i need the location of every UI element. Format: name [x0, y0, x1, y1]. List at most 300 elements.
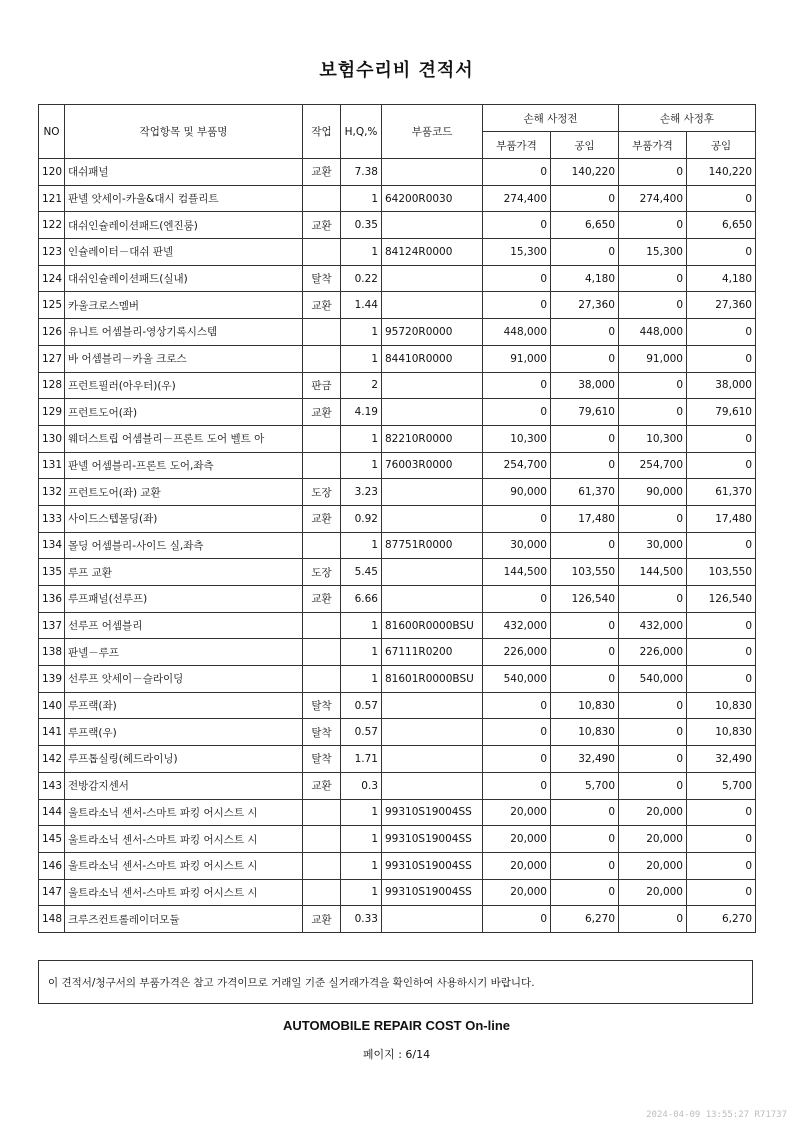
cell-work	[303, 639, 341, 666]
cell-no: 133	[39, 505, 65, 532]
timestamp: 2024-04-09 13:55:27 R71737	[646, 1110, 787, 1120]
cell-work	[303, 799, 341, 826]
cell-before-labor: 0	[551, 826, 619, 853]
cell-part-code: 82210R0000	[382, 425, 483, 452]
header-after-part-price: 부품가격	[619, 132, 687, 159]
cell-no: 148	[39, 906, 65, 933]
table-row	[39, 666, 756, 693]
table-row	[39, 372, 756, 399]
cell-hq: 1	[341, 185, 382, 212]
cell-item-name: 대쉬패널	[65, 159, 303, 186]
cell-before-labor: 140,220	[551, 159, 619, 186]
cell-before-labor: 27,360	[551, 292, 619, 319]
cell-before-labor: 61,370	[551, 479, 619, 506]
cell-after-labor: 6,270	[687, 906, 756, 933]
cell-item-name: 바 어셈블리－카울 크로스	[65, 345, 303, 372]
cell-no: 135	[39, 559, 65, 586]
cell-hq: 3.23	[341, 479, 382, 506]
cell-part-code	[382, 719, 483, 746]
cell-item-name: 대쉬인슐레이션패드(엔진룸)	[65, 212, 303, 239]
cell-before-part-price: 226,000	[483, 639, 551, 666]
cell-after-labor: 0	[687, 425, 756, 452]
cell-part-code	[382, 906, 483, 933]
table-row	[39, 292, 756, 319]
cell-after-part-price: 20,000	[619, 799, 687, 826]
cell-before-labor: 0	[551, 639, 619, 666]
cell-no: 146	[39, 852, 65, 879]
cell-no: 140	[39, 692, 65, 719]
cell-no: 142	[39, 746, 65, 773]
cell-work	[303, 185, 341, 212]
cell-work	[303, 425, 341, 452]
cell-before-labor: 0	[551, 425, 619, 452]
cell-after-labor: 0	[687, 826, 756, 853]
cell-no: 124	[39, 265, 65, 292]
cell-before-part-price: 254,700	[483, 452, 551, 479]
cell-before-labor: 0	[551, 799, 619, 826]
cell-hq: 1	[341, 852, 382, 879]
cell-part-code: 81601R0000BSU	[382, 666, 483, 693]
cell-hq: 1	[341, 639, 382, 666]
cell-no: 145	[39, 826, 65, 853]
cell-part-code	[382, 159, 483, 186]
cell-part-code	[382, 292, 483, 319]
cell-before-part-price: 540,000	[483, 666, 551, 693]
cell-before-part-price: 0	[483, 399, 551, 426]
cell-work: 교환	[303, 399, 341, 426]
cell-part-code: 81600R0000BSU	[382, 612, 483, 639]
cell-before-part-price: 274,400	[483, 185, 551, 212]
cell-after-part-price: 0	[619, 692, 687, 719]
notice-text: 이 견적서/청구서의 부품가격은 참고 가격이므로 거래일 기준 실거래가격을 확인하여 사용하시기 바랍니다.	[48, 977, 535, 989]
cell-no: 132	[39, 479, 65, 506]
cell-hq: 6.66	[341, 586, 382, 613]
cell-after-part-price: 144,500	[619, 559, 687, 586]
cell-after-part-price: 0	[619, 586, 687, 613]
cell-after-labor: 61,370	[687, 479, 756, 506]
cell-no: 128	[39, 372, 65, 399]
cell-before-part-price: 30,000	[483, 532, 551, 559]
cell-part-code	[382, 372, 483, 399]
cell-before-labor: 10,830	[551, 692, 619, 719]
table-row	[39, 746, 756, 773]
cell-hq: 1	[341, 826, 382, 853]
cell-before-part-price: 0	[483, 212, 551, 239]
table-row	[39, 559, 756, 586]
cell-part-code	[382, 212, 483, 239]
cell-before-labor: 0	[551, 345, 619, 372]
cell-hq: 7.38	[341, 159, 382, 186]
cell-work	[303, 239, 341, 266]
cell-hq: 0.57	[341, 692, 382, 719]
cell-after-part-price: 20,000	[619, 852, 687, 879]
cell-before-part-price: 0	[483, 292, 551, 319]
cell-hq: 4.19	[341, 399, 382, 426]
cell-part-code	[382, 479, 483, 506]
cell-work	[303, 612, 341, 639]
cell-after-part-price: 0	[619, 372, 687, 399]
cell-item-name: 울트라소닉 센서-스마트 파킹 어시스트 시	[65, 879, 303, 906]
cell-before-labor: 0	[551, 852, 619, 879]
cell-work: 판금	[303, 372, 341, 399]
cell-before-labor: 0	[551, 612, 619, 639]
cell-part-code: 99310S19004SS	[382, 799, 483, 826]
cell-part-code	[382, 399, 483, 426]
cell-before-part-price: 20,000	[483, 799, 551, 826]
cell-hq: 1.71	[341, 746, 382, 773]
cell-after-labor: 0	[687, 532, 756, 559]
cell-after-part-price: 0	[619, 746, 687, 773]
cell-after-part-price: 91,000	[619, 345, 687, 372]
cell-item-name: 프런트도어(좌)	[65, 399, 303, 426]
cell-item-name: 울트라소닉 센서-스마트 파킹 어시스트 시	[65, 852, 303, 879]
cell-after-labor: 79,610	[687, 399, 756, 426]
cell-work: 교환	[303, 505, 341, 532]
cell-no: 134	[39, 532, 65, 559]
cell-part-code	[382, 505, 483, 532]
cell-item-name: 선루프 어셈블리	[65, 612, 303, 639]
cell-part-code: 99310S19004SS	[382, 852, 483, 879]
table-row	[39, 772, 756, 799]
cell-after-part-price: 10,300	[619, 425, 687, 452]
estimate-table	[38, 104, 756, 933]
cell-before-labor: 0	[551, 319, 619, 346]
cell-after-part-price: 0	[619, 505, 687, 532]
cell-item-name: 판넬 앗세이-카울&대시 컴플리트	[65, 185, 303, 212]
cell-after-part-price: 90,000	[619, 479, 687, 506]
cell-work: 탈착	[303, 719, 341, 746]
table-row	[39, 906, 756, 933]
cell-after-labor: 0	[687, 452, 756, 479]
cell-part-code	[382, 586, 483, 613]
cell-after-labor: 0	[687, 345, 756, 372]
cell-item-name: 루프톱실링(헤드라이닝)	[65, 746, 303, 773]
table-row	[39, 719, 756, 746]
cell-item-name: 루프 교환	[65, 559, 303, 586]
cell-hq: 2	[341, 372, 382, 399]
cell-after-labor: 103,550	[687, 559, 756, 586]
cell-work	[303, 345, 341, 372]
cell-after-labor: 6,650	[687, 212, 756, 239]
cell-part-code: 76003R0000	[382, 452, 483, 479]
cell-before-labor: 126,540	[551, 586, 619, 613]
cell-before-labor: 17,480	[551, 505, 619, 532]
cell-no: 136	[39, 586, 65, 613]
cell-after-labor: 0	[687, 639, 756, 666]
cell-part-code	[382, 746, 483, 773]
table-row	[39, 639, 756, 666]
cell-after-part-price: 30,000	[619, 532, 687, 559]
cell-work: 교환	[303, 159, 341, 186]
cell-item-name: 루프랙(우)	[65, 719, 303, 746]
cell-hq: 1	[341, 425, 382, 452]
header-after-labor: 공임	[687, 132, 756, 159]
cell-part-code: 67111R0200	[382, 639, 483, 666]
cell-before-part-price: 0	[483, 586, 551, 613]
cell-after-part-price: 0	[619, 719, 687, 746]
cell-no: 127	[39, 345, 65, 372]
cell-before-part-price: 0	[483, 692, 551, 719]
cell-after-part-price: 0	[619, 906, 687, 933]
cell-after-labor: 0	[687, 879, 756, 906]
notice-box	[38, 960, 753, 1004]
cell-before-part-price: 20,000	[483, 879, 551, 906]
cell-before-part-price: 15,300	[483, 239, 551, 266]
cell-after-labor: 17,480	[687, 505, 756, 532]
cell-work: 탈착	[303, 265, 341, 292]
cell-work	[303, 826, 341, 853]
cell-item-name: 카울크로스멤버	[65, 292, 303, 319]
cell-no: 120	[39, 159, 65, 186]
cell-before-labor: 0	[551, 239, 619, 266]
cell-no: 129	[39, 399, 65, 426]
cell-no: 123	[39, 239, 65, 266]
cell-after-part-price: 0	[619, 772, 687, 799]
cell-hq: 1	[341, 319, 382, 346]
cell-work: 도장	[303, 559, 341, 586]
table-row	[39, 185, 756, 212]
table-row	[39, 212, 756, 239]
cell-before-labor: 79,610	[551, 399, 619, 426]
table-row	[39, 692, 756, 719]
cell-item-name: 프런트필러(아우터)(우)	[65, 372, 303, 399]
header-no: NO	[39, 105, 65, 159]
cell-item-name: 울트라소닉 센서-스마트 파킹 어시스트 시	[65, 799, 303, 826]
cell-before-labor: 4,180	[551, 265, 619, 292]
header-item: 작업항목 및 부품명	[65, 105, 303, 159]
cell-part-code	[382, 559, 483, 586]
cell-part-code: 95720R0000	[382, 319, 483, 346]
table-row	[39, 799, 756, 826]
cell-before-labor: 6,270	[551, 906, 619, 933]
cell-part-code: 84410R0000	[382, 345, 483, 372]
cell-before-part-price: 0	[483, 505, 551, 532]
cell-before-labor: 32,490	[551, 746, 619, 773]
table-row	[39, 879, 756, 906]
cell-item-name: 크루즈컨트롤레이더모듈	[65, 906, 303, 933]
page-number: 페이지 : 6/14	[362, 1048, 431, 1061]
cell-after-labor: 5,700	[687, 772, 756, 799]
cell-item-name: 사이드스텝몰딩(좌)	[65, 505, 303, 532]
cell-no: 131	[39, 452, 65, 479]
table-row	[39, 586, 756, 613]
cell-after-part-price: 20,000	[619, 879, 687, 906]
cell-after-labor: 0	[687, 239, 756, 266]
cell-work: 탈착	[303, 746, 341, 773]
cell-after-labor: 38,000	[687, 372, 756, 399]
cell-after-part-price: 448,000	[619, 319, 687, 346]
cell-before-part-price: 0	[483, 372, 551, 399]
cell-after-part-price: 226,000	[619, 639, 687, 666]
cell-no: 147	[39, 879, 65, 906]
cell-hq: 1	[341, 239, 382, 266]
cell-after-labor: 0	[687, 852, 756, 879]
cell-hq: 1	[341, 452, 382, 479]
cell-before-part-price: 144,500	[483, 559, 551, 586]
cell-work	[303, 852, 341, 879]
cell-no: 126	[39, 319, 65, 346]
cell-after-labor: 0	[687, 612, 756, 639]
table-row	[39, 399, 756, 426]
cell-hq: 5.45	[341, 559, 382, 586]
cell-work: 교환	[303, 212, 341, 239]
table-row	[39, 612, 756, 639]
cell-before-part-price: 0	[483, 265, 551, 292]
cell-before-part-price: 91,000	[483, 345, 551, 372]
cell-work: 교환	[303, 906, 341, 933]
cell-work	[303, 666, 341, 693]
cell-no: 121	[39, 185, 65, 212]
cell-work	[303, 879, 341, 906]
cell-no: 138	[39, 639, 65, 666]
cell-item-name: 루프랙(좌)	[65, 692, 303, 719]
table-row	[39, 505, 756, 532]
cell-before-part-price: 10,300	[483, 425, 551, 452]
table-row	[39, 265, 756, 292]
cell-hq: 1	[341, 345, 382, 372]
cell-item-name: 판넬 어셈블리-프론트 도어,좌측	[65, 452, 303, 479]
cell-hq: 0.92	[341, 505, 382, 532]
cell-before-part-price: 0	[483, 719, 551, 746]
header-before-assessment: 손해 사정전	[483, 105, 619, 132]
cell-before-part-price: 20,000	[483, 826, 551, 853]
header-hq: H,Q,%	[341, 105, 382, 159]
cell-work	[303, 319, 341, 346]
cell-item-name: 인슐레이터－대쉬 판넬	[65, 239, 303, 266]
table-row	[39, 532, 756, 559]
cell-after-part-price: 540,000	[619, 666, 687, 693]
cell-before-part-price: 0	[483, 746, 551, 773]
cell-work	[303, 532, 341, 559]
cell-after-part-price: 432,000	[619, 612, 687, 639]
cell-work: 교환	[303, 586, 341, 613]
cell-after-labor: 0	[687, 666, 756, 693]
cell-work: 탈착	[303, 692, 341, 719]
table-row	[39, 345, 756, 372]
table-row	[39, 319, 756, 346]
cell-before-part-price: 448,000	[483, 319, 551, 346]
header-after-assessment: 손해 사정후	[619, 105, 756, 132]
table-row	[39, 425, 756, 452]
cell-before-part-price: 20,000	[483, 852, 551, 879]
cell-part-code: 99310S19004SS	[382, 879, 483, 906]
cell-after-labor: 10,830	[687, 692, 756, 719]
table-row	[39, 452, 756, 479]
table-row	[39, 159, 756, 186]
cell-part-code	[382, 692, 483, 719]
table-row	[39, 239, 756, 266]
cell-before-part-price: 0	[483, 159, 551, 186]
cell-part-code	[382, 772, 483, 799]
cell-hq: 1	[341, 612, 382, 639]
cell-hq: 0.22	[341, 265, 382, 292]
cell-before-labor: 6,650	[551, 212, 619, 239]
cell-part-code: 87751R0000	[382, 532, 483, 559]
header-work: 작업	[303, 105, 341, 159]
cell-item-name: 웨더스트립 어셈블리－프론트 도어 벨트 아	[65, 425, 303, 452]
cell-hq: 0.57	[341, 719, 382, 746]
cell-after-part-price: 0	[619, 159, 687, 186]
cell-after-labor: 4,180	[687, 265, 756, 292]
cell-before-labor: 5,700	[551, 772, 619, 799]
cell-no: 137	[39, 612, 65, 639]
cell-after-labor: 32,490	[687, 746, 756, 773]
cell-after-part-price: 0	[619, 292, 687, 319]
table-row	[39, 826, 756, 853]
cell-item-name: 대쉬인슐레이션패드(실내)	[65, 265, 303, 292]
cell-before-part-price: 0	[483, 906, 551, 933]
cell-part-code: 84124R0000	[382, 239, 483, 266]
header-before-part-price: 부품가격	[483, 132, 551, 159]
cell-after-labor: 0	[687, 799, 756, 826]
cell-part-code: 99310S19004SS	[382, 826, 483, 853]
cell-before-labor: 10,830	[551, 719, 619, 746]
cell-before-labor: 0	[551, 666, 619, 693]
cell-after-labor: 27,360	[687, 292, 756, 319]
document-title: 보험수리비 견적서	[319, 60, 474, 81]
cell-part-code: 64200R0030	[382, 185, 483, 212]
cell-hq: 1	[341, 532, 382, 559]
cell-item-name: 울트라소닉 센서-스마트 파킹 어시스트 시	[65, 826, 303, 853]
cell-hq: 1	[341, 666, 382, 693]
cell-after-part-price: 20,000	[619, 826, 687, 853]
cell-before-part-price: 0	[483, 772, 551, 799]
cell-no: 141	[39, 719, 65, 746]
cell-after-part-price: 0	[619, 265, 687, 292]
table-header	[39, 105, 756, 159]
cell-after-labor: 140,220	[687, 159, 756, 186]
cell-item-name: 루프패널(선루프)	[65, 586, 303, 613]
header-before-labor: 공임	[551, 132, 619, 159]
cell-hq: 1	[341, 879, 382, 906]
cell-work: 교환	[303, 292, 341, 319]
cell-hq: 1.44	[341, 292, 382, 319]
cell-no: 130	[39, 425, 65, 452]
cell-work: 도장	[303, 479, 341, 506]
cell-work: 교환	[303, 772, 341, 799]
cell-before-part-price: 432,000	[483, 612, 551, 639]
cell-after-labor: 0	[687, 319, 756, 346]
cell-item-name: 전방감지센서	[65, 772, 303, 799]
cell-before-part-price: 90,000	[483, 479, 551, 506]
cell-item-name: 프런트도어(좌) 교환	[65, 479, 303, 506]
cell-before-labor: 0	[551, 452, 619, 479]
cell-no: 125	[39, 292, 65, 319]
cell-after-part-price: 274,400	[619, 185, 687, 212]
cell-after-part-price: 0	[619, 212, 687, 239]
cell-before-labor: 38,000	[551, 372, 619, 399]
cell-item-name: 선루프 앗세이－슬라이딩	[65, 666, 303, 693]
cell-part-code	[382, 265, 483, 292]
cell-after-part-price: 254,700	[619, 452, 687, 479]
cell-before-labor: 0	[551, 532, 619, 559]
cell-no: 122	[39, 212, 65, 239]
cell-hq: 1	[341, 799, 382, 826]
cell-item-name: 판넬－루프	[65, 639, 303, 666]
cell-hq: 0.33	[341, 906, 382, 933]
table-row	[39, 852, 756, 879]
cell-no: 144	[39, 799, 65, 826]
table-body	[39, 159, 756, 933]
cell-after-labor: 0	[687, 185, 756, 212]
cell-before-labor: 0	[551, 185, 619, 212]
cell-no: 139	[39, 666, 65, 693]
cell-hq: 0.3	[341, 772, 382, 799]
cell-item-name: 유니트 어셈블리-영상기록시스템	[65, 319, 303, 346]
cell-after-labor: 10,830	[687, 719, 756, 746]
cell-before-labor: 0	[551, 879, 619, 906]
cell-after-labor: 126,540	[687, 586, 756, 613]
